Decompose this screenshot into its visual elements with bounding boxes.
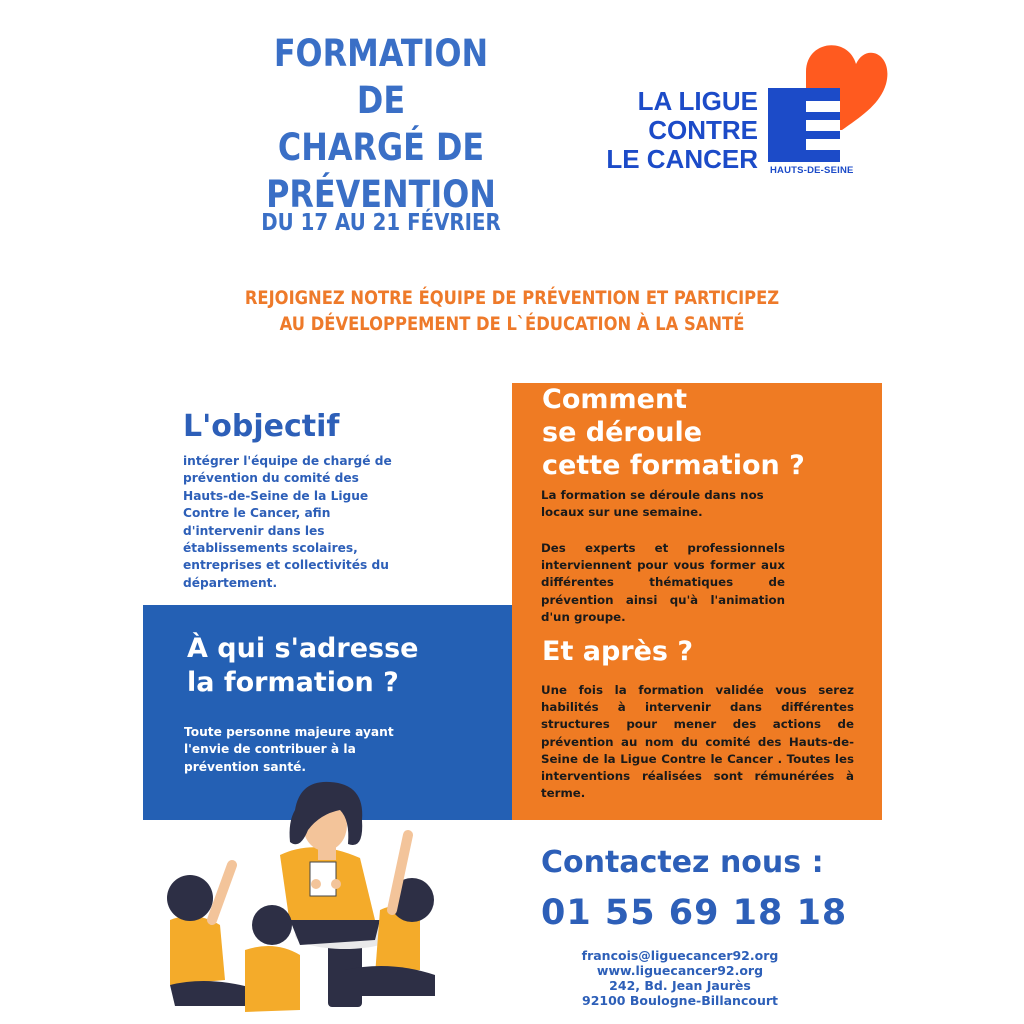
text-line: Toute personne majeure ayant <box>184 725 394 739</box>
text-line: La formation se déroule dans nos <box>541 488 764 502</box>
text-line: l'envie de contribuer à la <box>184 742 356 757</box>
text-line: prévention santé. <box>184 759 307 774</box>
logo-line: CONTRE <box>648 115 758 145</box>
comment-heading <box>542 383 872 482</box>
address-line: 92100 Boulogne-Billancourt <box>582 993 778 1008</box>
text-line: prévention du comité des <box>183 471 359 486</box>
children-workshop-illustration <box>150 780 460 1020</box>
audience-heading <box>187 632 487 700</box>
comment-intro-text <box>541 487 791 521</box>
text-line: Hauts-de-Seine de la Ligue <box>183 488 369 503</box>
contact-heading: Contactez nous : <box>541 845 824 880</box>
text-line: établissements scolaires, <box>183 541 358 556</box>
heading-line: À qui s'adresse <box>187 633 419 664</box>
title-line: CHARGÉ DE <box>277 126 485 169</box>
email-link[interactable]: francois@liguecancer92.org <box>581 948 779 963</box>
apres-heading: Et après ? <box>542 636 694 667</box>
text-line: intégrer l'équipe de chargé de <box>183 454 392 468</box>
text-line: d'intervenir dans les <box>183 523 325 538</box>
tagline <box>201 285 824 337</box>
tagline-line: AU DÉVELOPPEMENT DE L`ÉDUCATION À LA SANTÉ <box>279 313 745 335</box>
audience-text <box>184 724 424 776</box>
tagline-line: REJOIGNEZ NOTRE ÉQUIPE DE PRÉVENTION ET PARTICIPEZ <box>244 287 780 309</box>
objectif-text <box>183 453 413 592</box>
apres-text: Une fois la formation validée vous serez habilités à intervenir dans différentes structures pour mener des actions de prévention au nom du comité des Hauts-de-Seine de la Ligue Contre le Cancer . Toutes les interventions réalisées sont rémunérées à terme. <box>541 683 854 801</box>
comment-experts-text: Des experts et professionnels interviennent pour vous former aux différentes thématiques de prévention ainsi qu'à l'animation d'un groupe. <box>541 541 785 624</box>
title-line: FORMATION DE <box>273 32 489 122</box>
heading-line: Comment <box>542 384 688 415</box>
heading-line: cette formation ? <box>542 450 805 481</box>
address-line: 242, Bd. Jean Jaurès <box>609 978 751 993</box>
text-line: locaux sur une semaine. <box>541 505 703 520</box>
website-link[interactable]: www.liguecancer92.org <box>596 963 764 978</box>
contact-details <box>540 948 820 1008</box>
text-line: entreprises et collectivités du <box>183 558 389 573</box>
training-dates: DU 17 AU 21 FÉVRIER <box>261 210 501 236</box>
text-line: Contre le Cancer, afin <box>183 506 331 521</box>
text-line: département. <box>183 575 278 590</box>
page-title <box>256 30 505 218</box>
logo-line: LE CANCER <box>606 144 758 174</box>
heading-line: se déroule <box>542 417 703 448</box>
objectif-heading: L'objectif <box>183 409 340 444</box>
heading-line: la formation ? <box>187 667 399 698</box>
logo-wordmark <box>598 87 758 174</box>
ligue-contre-le-cancer-logo <box>598 42 893 182</box>
title-line: PRÉVENTION <box>266 173 496 216</box>
logo-subtitle: HAUTS-DE-SEINE <box>770 165 854 176</box>
heart-emblem-icon <box>766 42 891 164</box>
phone-number[interactable]: 01 55 69 18 18 <box>541 893 848 933</box>
logo-line: LA LIGUE <box>637 86 758 116</box>
